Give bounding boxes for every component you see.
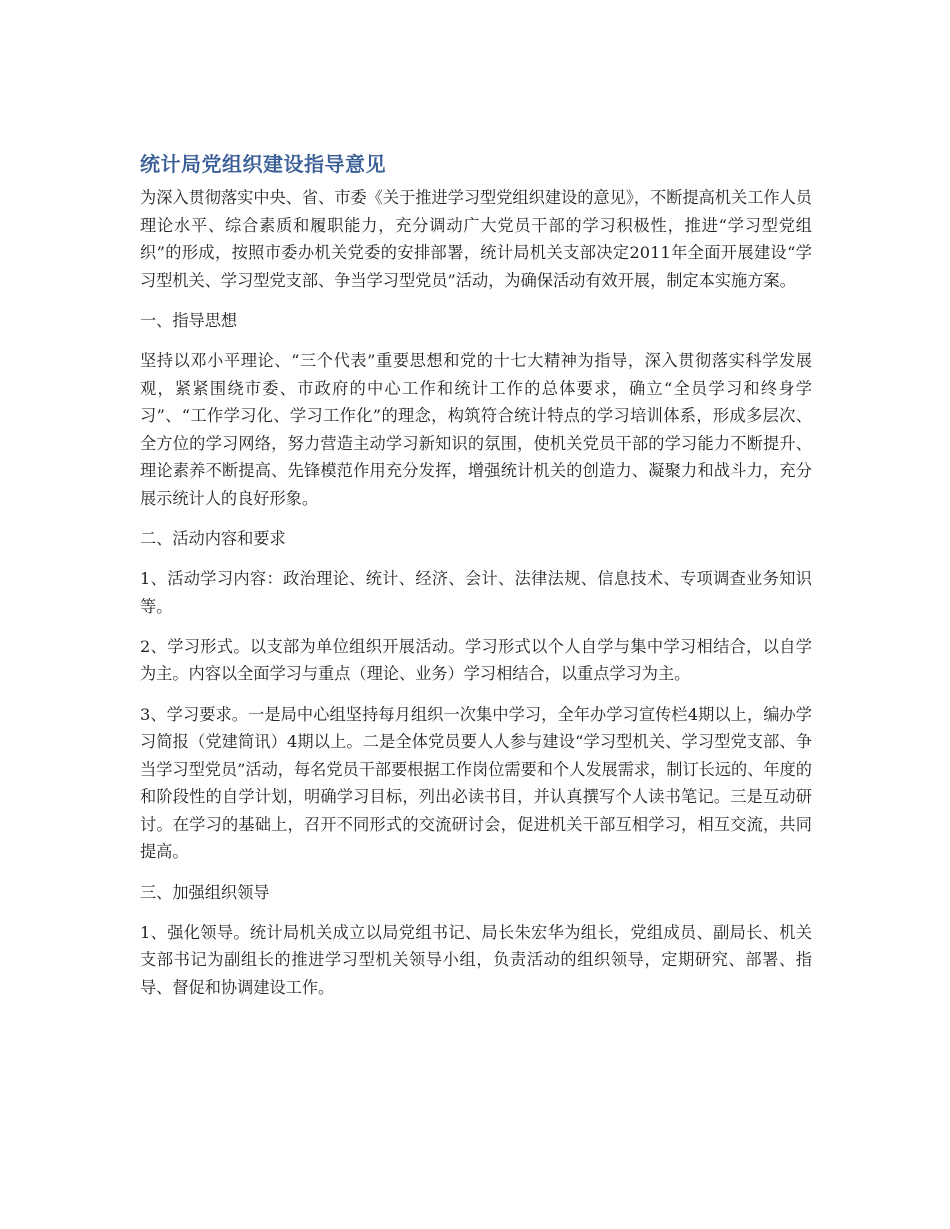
section-heading-activity-content: 二、活动内容和要求 <box>140 529 286 549</box>
document-title: 统计局党组织建设指导意见 <box>140 152 386 176</box>
section-heading-leadership: 三、加强组织领导 <box>140 882 270 902</box>
document-page <box>140 148 812 1014</box>
section-body-guiding-thought: 坚持以邓小平理论、“三个代表”重要思想和党的十七大精神为指导，深入贯彻落实科学发展观，紧紧围绕市委、市政府的中心工作和统计工作的总体要求，确立“全员学习和终身学习”、“工作学习化、学习工作化”的理念，构筑符合统计特点的学习培训体系，形成多层次、全方位的学习网络，努力营造主动学习新知识的氛围，使机关党员干部的学习能力不断提升、理论素养不断提高、先锋模范作用充分发挥，增强统计机关的创造力、凝聚力和战斗力，充分展示统计人的良好形象。 <box>140 350 812 508</box>
list-item-learning-content: 1、活动学习内容：政治理论、统计、经济、会计、法律法规、信息技术、专项调查业务知识等。 <box>140 569 812 616</box>
section-heading-guiding-thought: 一、指导思想 <box>140 310 238 330</box>
list-item-learning-form: 2、学习形式。以支部为单位组织开展活动。学习形式以个人自学与集中学习相结合，以自学为主。内容以全面学习与重点（理论、业务）学习相结合，以重点学习为主。 <box>140 636 812 684</box>
intro-paragraph: 为深入贯彻落实中央、省、市委《关于推进学习型党组织建设的意见》，不断提高机关工作人员理论水平、综合素质和履职能力，充分调动广大党员干部的学习积极性，推进“学习型党组织”的形成，按照市委办机关党委的安排部署，统计局机关支部决定2011年全面开展建设“学习型机关、学习型党支部、争当学习型党员”活动，为确保活动有效开展，制定本实施方案。 <box>140 188 812 290</box>
list-item-strengthen-leadership: 1、强化领导。统计局机关成立以局党组书记、局长朱宏华为组长，党组成员、副局长、机关支部书记为副组长的推进学习型机关领导小组，负责活动的组织领导，定期研究、部署、指导、督促和协调建设工作。 <box>140 922 812 997</box>
list-item-learning-requirements: 3、学习要求。一是局中心组坚持每月组织一次集中学习，全年办学习宣传栏4期以上，编办学习简报（党建简讯）4期以上。二是全体党员要人人参与建设“学习型机关、学习型党支部、争当学习型党员”活动，每名党员干部要根据工作岗位需要和个人发展需求，制订长远的、年度的和阶段性的自学计划，明确学习目标，列出必读书目，并认真撰写个人读书笔记。三是互动研讨。在学习的基础上，召开不同形式的交流研讨会，促进机关干部互相学习，相互交流，共同提高。 <box>140 704 812 862</box>
